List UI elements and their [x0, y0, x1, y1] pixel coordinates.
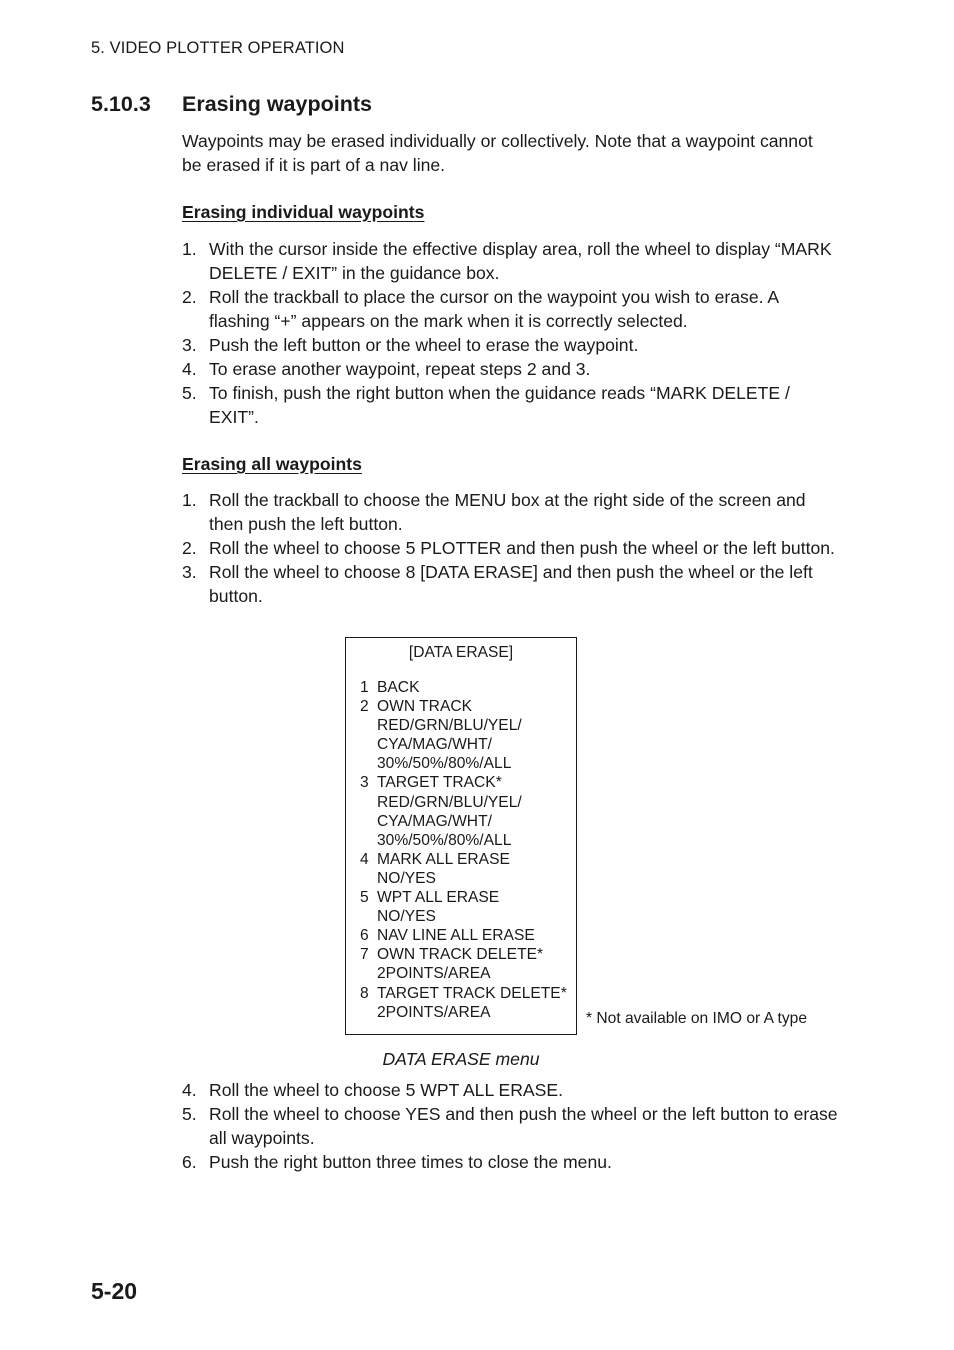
menu-item: [360, 984, 567, 1022]
step-item: [182, 357, 842, 381]
step-number: 1.: [182, 490, 197, 510]
step-text: Roll the trackball to place the cursor on the waypoint you wish to erase. A flashing “+” appears on the mark when it is correctly selected.: [209, 287, 779, 331]
subheading-individual: Erasing individual waypoints: [182, 202, 425, 222]
menu-item-number: 4: [360, 850, 369, 868]
menu-item: [360, 697, 567, 773]
menu-item: [360, 773, 567, 849]
step-number: 3.: [182, 335, 197, 355]
menu-item-number: 2: [360, 698, 369, 716]
menu-item-label: OWN TRACK: [377, 698, 473, 716]
step-item: [182, 1102, 842, 1150]
step-text: Roll the wheel to choose 5 PLOTTER and then push the wheel or the left button.: [209, 538, 835, 558]
menu-item-label: TARGET TRACK DELETE*: [377, 984, 567, 1002]
step-text: Push the right button three times to close the menu.: [209, 1152, 612, 1172]
menu-item-option: RED/GRN/BLU/YEL/: [377, 717, 522, 735]
step-number: 4.: [182, 359, 197, 379]
step-number: 2.: [182, 538, 197, 558]
step-number: 3.: [182, 562, 197, 582]
menu-items: [360, 678, 567, 1022]
menu-item-label: MARK ALL ERASE: [377, 850, 510, 868]
menu-item-number: 6: [360, 927, 369, 945]
menu-item-option: CYA/MAG/WHT/: [377, 736, 492, 754]
menu-item-option: NO/YES: [377, 869, 436, 887]
menu-item: [360, 678, 567, 697]
step-text: Roll the wheel to choose YES and then push the wheel or the left button to erase all waypoints.: [209, 1104, 838, 1148]
chapter-header: 5. VIDEO PLOTTER OPERATION: [91, 39, 345, 57]
menu-item-option: 2POINTS/AREA: [377, 965, 491, 983]
step-text: Push the left button or the wheel to erase the waypoint.: [209, 335, 639, 355]
step-text: Roll the wheel to choose 8 [DATA ERASE] and then push the wheel or the left button.: [209, 562, 813, 606]
menu-item-label: WPT ALL ERASE: [377, 889, 500, 907]
step-item: [182, 488, 842, 536]
menu-item-number: 5: [360, 889, 369, 907]
step-item: [182, 1078, 842, 1102]
step-number: 2.: [182, 287, 197, 307]
step-item: [182, 560, 842, 608]
figure-caption: DATA ERASE menu: [382, 1049, 540, 1069]
menu-item: [360, 945, 567, 983]
step-text: To erase another waypoint, repeat steps 2 and 3.: [209, 359, 591, 379]
step-number: 4.: [182, 1080, 197, 1100]
step-text: To finish, push the right button when the guidance reads “MARK DELETE / EXIT”.: [209, 383, 790, 427]
data-erase-menu: [345, 637, 577, 1035]
menu-item-number: 3: [360, 774, 369, 792]
all-steps-list-after: [182, 1078, 842, 1174]
menu-item-label: TARGET TRACK*: [377, 774, 502, 792]
step-text: With the cursor inside the effective display area, roll the wheel to display “MARK DELETE / EXIT” in the guidance box.: [209, 239, 832, 283]
menu-item: [360, 850, 567, 888]
menu-title: [DATA ERASE]: [408, 644, 514, 661]
section-number: 5.10.3: [91, 92, 151, 116]
menu-item-option: NO/YES: [377, 908, 436, 926]
menu-item-option: 30%/50%/80%/ALL: [377, 755, 512, 773]
step-item: [182, 1150, 842, 1174]
menu-item-number: 7: [360, 946, 369, 964]
menu-item-label: OWN TRACK DELETE*: [377, 946, 544, 964]
menu-item-option: 2POINTS/AREA: [377, 1003, 491, 1021]
step-number: 5.: [182, 383, 197, 403]
menu-item-number: 1: [360, 679, 369, 696]
menu-item-option: RED/GRN/BLU/YEL/: [377, 793, 522, 811]
step-item: [182, 285, 842, 333]
menu-item: [360, 888, 567, 926]
menu-item-number: 8: [360, 984, 369, 1002]
menu-item-label: NAV LINE ALL ERASE: [377, 927, 535, 945]
menu-item: [360, 926, 567, 945]
individual-steps-list: [182, 237, 842, 429]
step-number: 5.: [182, 1104, 197, 1124]
menu-item-option: CYA/MAG/WHT/: [377, 812, 492, 830]
menu-item-label: BACK: [377, 679, 420, 696]
menu-item-option: 30%/50%/80%/ALL: [377, 831, 512, 849]
step-item: [182, 536, 842, 560]
step-text: Roll the wheel to choose 5 WPT ALL ERASE.: [209, 1080, 564, 1100]
step-item: [182, 333, 842, 357]
step-number: 6.: [182, 1152, 197, 1172]
section-heading: [91, 92, 372, 117]
step-text: Roll the trackball to choose the MENU box at the right side of the screen and then push the left button.: [209, 490, 806, 534]
step-item: [182, 237, 842, 285]
page-number: 5-20: [91, 1278, 138, 1304]
step-item: [182, 381, 842, 429]
all-steps-list-before: [182, 488, 842, 608]
menu-footnote: * Not available on IMO or A type: [586, 1010, 808, 1027]
section-title: Erasing waypoints: [182, 92, 372, 116]
step-number: 1.: [182, 239, 197, 259]
intro-paragraph: Waypoints may be erased individually or collectively. Note that a waypoint cannot be erased if it is part of a nav line.: [182, 131, 813, 175]
subheading-all: Erasing all waypoints: [182, 454, 362, 474]
